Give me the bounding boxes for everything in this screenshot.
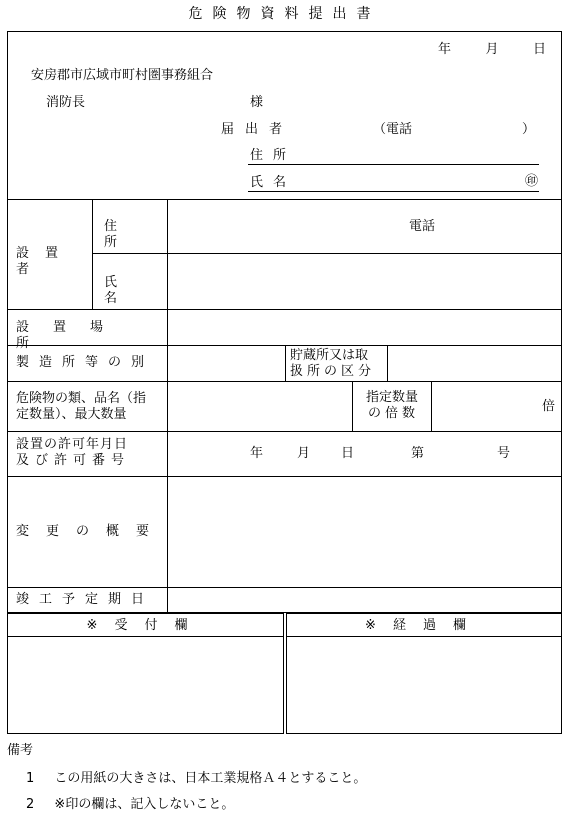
submitter-name-underline [248,191,539,192]
notes-item: 1 この用紙の大きさは、日本工業規格Ａ４とすること。 [26,771,367,786]
col-divider [431,381,432,431]
designated-qty-label: 指定数量 の倍数 [366,390,420,421]
date-line [438,42,546,58]
permit-number-suffix: 号 [497,446,511,461]
row-divider [7,587,562,588]
submitter-address-label: 住所 [250,148,297,163]
row-divider [7,476,562,477]
row-divider [7,309,562,310]
date-month-label: 月 [485,42,499,57]
permit-label: 設置の許可年月日 及び許可番号 [16,437,131,468]
hazmat-label: 危険物の類、品名（指 定数量）、最大数量 [16,391,147,422]
notes-heading: 備考 [7,743,34,758]
seal-mark: ㊞ [525,174,539,189]
installer-phone-label: 電話 [409,219,436,234]
progress-label: ※経過欄 [365,618,483,633]
row-divider [7,381,562,382]
col-divider [285,345,286,381]
addressee-org: 安房郡市広域市町村圏事務組合 [31,68,214,83]
submitter-address-underline [248,164,539,165]
storage-class-label: 貯蔵所又は取 扱所の区分 [290,348,376,379]
facility-type-label: 製造所等の別 [16,355,155,370]
installer-address-label: 住所 [104,219,146,250]
honorific: 様 [250,95,264,110]
installer-name-label: 氏名 [104,275,146,306]
date-day-label: 日 [532,42,546,57]
reception-header-divider [7,636,284,637]
col-divider [92,199,93,309]
installer-label: 設置者 [16,246,75,277]
document-title: 危険物資料提出書 [188,6,381,22]
notes-item: 2 ※印の欄は、記入しないこと。 [26,797,235,812]
permit-day: 日 [341,446,355,461]
col-divider [167,199,168,613]
progress-header-divider [286,636,562,637]
submitter-phone-close: ） [522,122,536,137]
row-divider [92,253,562,254]
permit-month: 月 [297,446,311,461]
location-label: 設置場所 [16,320,128,351]
submitter-phone-open: （電話 [373,122,413,137]
col-divider [352,381,353,431]
submitter-label: 届出者 [221,122,294,137]
completion-date-label: 竣工予定期日 [16,592,155,607]
permit-year: 年 [250,446,264,461]
col-divider [387,345,388,381]
date-year-label: 年 [438,42,452,57]
permit-number-prefix: 第 [411,446,425,461]
reception-label: ※受付欄 [86,618,205,633]
row-divider [7,431,562,432]
times-unit-label: 倍 [542,399,556,414]
change-summary-label: 変更の概要 [16,524,167,539]
submitter-name-label: 氏名 [250,175,297,190]
addressee-role: 消防長 [46,95,86,110]
